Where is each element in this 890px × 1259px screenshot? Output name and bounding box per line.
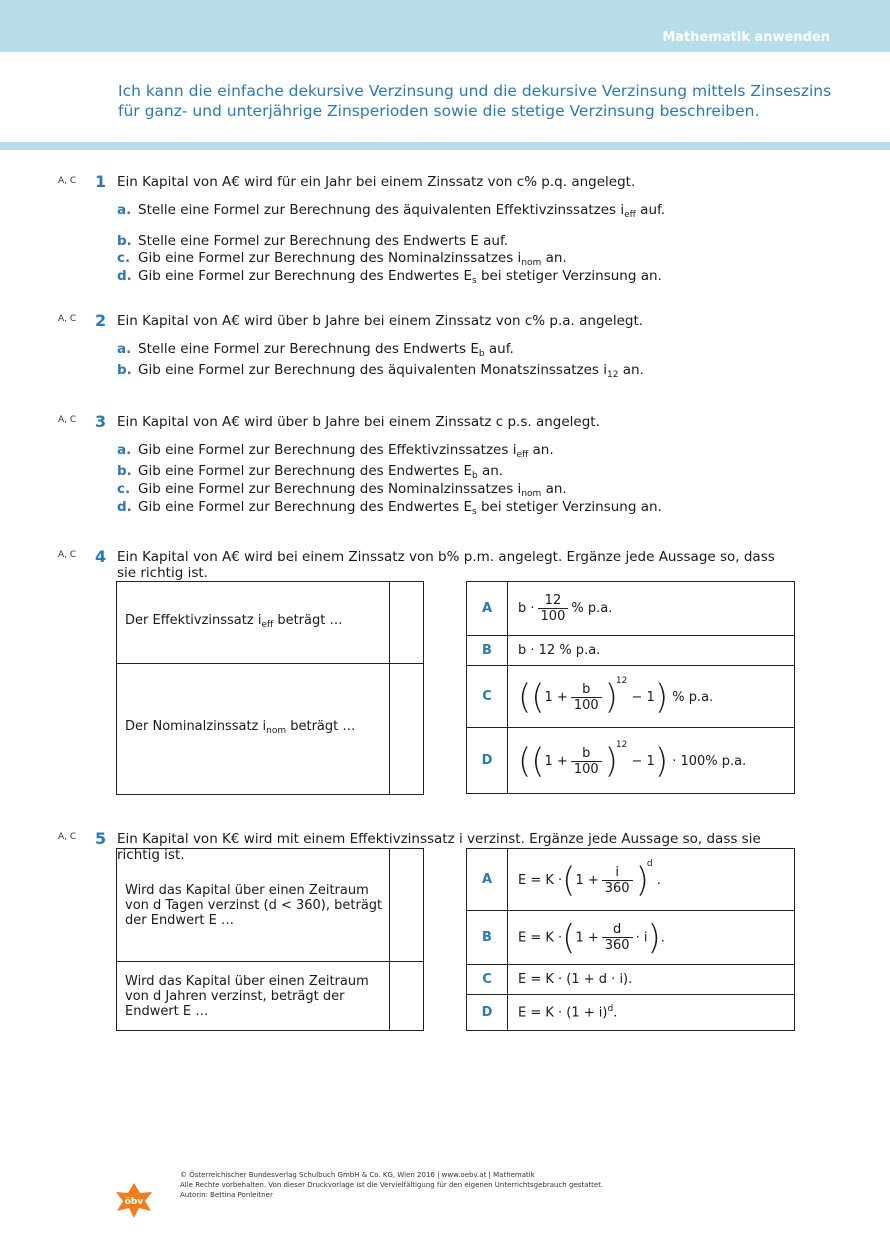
- option-letter: A: [467, 582, 508, 636]
- task-stem: Ein Kapital von A€ wird für ein Jahr bei einem Zinssatz von c% p.q. angelegt.: [117, 174, 636, 190]
- task-tag: A, C: [58, 314, 77, 324]
- footer: [180, 1170, 603, 1200]
- task-tag: A, C: [58, 550, 77, 560]
- task-tag: A, C: [58, 832, 77, 842]
- answer-box[interactable]: [390, 849, 424, 962]
- subtask: d. Gib eine Formel zur Berechnung des Endwertes $E_s$ bei stetiger Verzinsung an.: [117, 499, 662, 517]
- option-letter: B: [467, 636, 508, 666]
- separator-band: [0, 142, 890, 150]
- footer-copyright: © Österreichischer Bundesverlag Schulbuch GmbH & Co. KG, Wien 2016 | www.oebv.at | Mathematik: [180, 1171, 535, 1179]
- subtask: c. Gib eine Formel zur Berechnung des Nominalzinssatzes $i_{nom}$ an.: [117, 250, 567, 268]
- subtask: b. Stelle eine Formel zur Berechnung des Endwerts E auf.: [117, 233, 509, 249]
- statement-cell: Der Effektivzinssatz $i_{eff}$ beträgt …: [117, 582, 390, 664]
- subtask: b. Gib eine Formel zur Berechnung des Endwertes $E_b$ an.: [117, 463, 504, 481]
- subtask: d. Gib eine Formel zur Berechnung des Endwertes $E_s$ bei stetiger Verzinsung an.: [117, 268, 662, 286]
- subtask: a. Stelle eine Formel zur Berechnung des Endwerts $E_b$ auf.: [117, 341, 514, 359]
- option-expression: E = K ·(1 + $\frac{d}{360}$ · i).: [508, 911, 795, 965]
- task-number: 2: [95, 311, 107, 330]
- option-letter: D: [467, 728, 508, 794]
- option-letter: A: [467, 849, 508, 911]
- option-letter: C: [467, 965, 508, 995]
- task-number: 1: [95, 172, 107, 191]
- option-expression: E = K ·(1 + $\frac{i}{360}$ )$^d$ .: [508, 849, 795, 911]
- subtask: a. Stelle eine Formel zur Berechnung des äquivalenten Effektivzinssatzes $i_{eff}$ auf.: [117, 202, 666, 220]
- option-expression: ((1 + $\frac{b}{100}$ )$^{12}$ − 1) · 100% p.a.: [508, 728, 795, 794]
- publisher-logo-icon: [114, 1181, 154, 1219]
- svg-text:öbv: öbv: [124, 1197, 144, 1207]
- subtask: b. Gib eine Formel zur Berechnung des äquivalenten Monatszinssatzes $i_{12}$ an.: [117, 362, 644, 380]
- footer-rights: Alle Rechte vorbehalten. Von dieser Druckvorlage ist die Vervielfältigung für den eigenen Unterrichtsgebrauch gestattet.: [180, 1181, 604, 1189]
- task-stem: Ein Kapital von A€ wird bei einem Zinssatz von b% p.m. angelegt. Ergänze jede Aussage so, dass sie richtig ist.: [117, 549, 775, 581]
- task-number: 5: [95, 829, 107, 848]
- statement-table: [116, 848, 424, 1031]
- task-number: 4: [95, 547, 107, 566]
- statement-cell: Wird das Kapital über einen Zeitraum von d Jahren verzinst, beträgt der Endwert E …: [117, 962, 390, 1031]
- task-number: 3: [95, 412, 107, 431]
- brand-label: Mathematik anwenden: [662, 30, 830, 45]
- task-stem: Ein Kapital von A€ wird über b Jahre bei einem Zinssatz von c% p.a. angelegt.: [117, 313, 644, 329]
- learning-goal: Ich kann die einfache dekursive Verzinsung und die dekursive Verzinsung mittels Zinseszins für ganz- und unterjährige Zinsperioden sowie die stetige Verzinsung beschreiben.: [118, 82, 832, 120]
- option-letter: C: [467, 666, 508, 728]
- footer-author: Autorin: Bettina Ponleitner: [180, 1191, 273, 1199]
- options-table: [466, 848, 795, 1031]
- option-expression: b · 12 % p.a.: [508, 636, 795, 666]
- task-stem: Ein Kapital von A€ wird über b Jahre bei einem Zinssatz c p.s. angelegt.: [117, 414, 600, 430]
- statement-table: [116, 581, 424, 795]
- answer-box[interactable]: [390, 962, 424, 1031]
- options-table: [466, 581, 795, 794]
- answer-box[interactable]: [390, 582, 424, 664]
- task-stem: Ein Kapital von K€ wird mit einem Effektivzinssatz i verzinst. Ergänze jede Aussage so, dass sie richtig ist.: [117, 831, 761, 863]
- option-expression: E = K · (1 + d · i).: [508, 965, 795, 995]
- task-tag: A, C: [58, 176, 77, 186]
- option-expression: $E = K \cdot (1 + i)^d$.: [508, 995, 795, 1031]
- statement-cell: Wird das Kapital über einen Zeitraum von d Tagen verzinst (d < 360), beträgt der Endwert E …: [117, 849, 390, 962]
- subtask: a. Gib eine Formel zur Berechnung des Effektivzinssatzes $i_{eff}$ an.: [117, 442, 554, 460]
- subtask: c. Gib eine Formel zur Berechnung des Nominalzinssatzes $i_{nom}$ an.: [117, 481, 567, 499]
- option-letter: B: [467, 911, 508, 965]
- option-expression: ((1 + $\frac{b}{100}$ )$^{12}$ − 1) % p.a.: [508, 666, 795, 728]
- option-expression: b · $\frac{12}{100}$ % p.a.: [508, 582, 795, 636]
- answer-box[interactable]: [390, 664, 424, 795]
- task-tag: A, C: [58, 415, 77, 425]
- statement-cell: Der Nominalzinssatz $i_{nom}$ beträgt …: [117, 664, 390, 795]
- option-letter: D: [467, 995, 508, 1031]
